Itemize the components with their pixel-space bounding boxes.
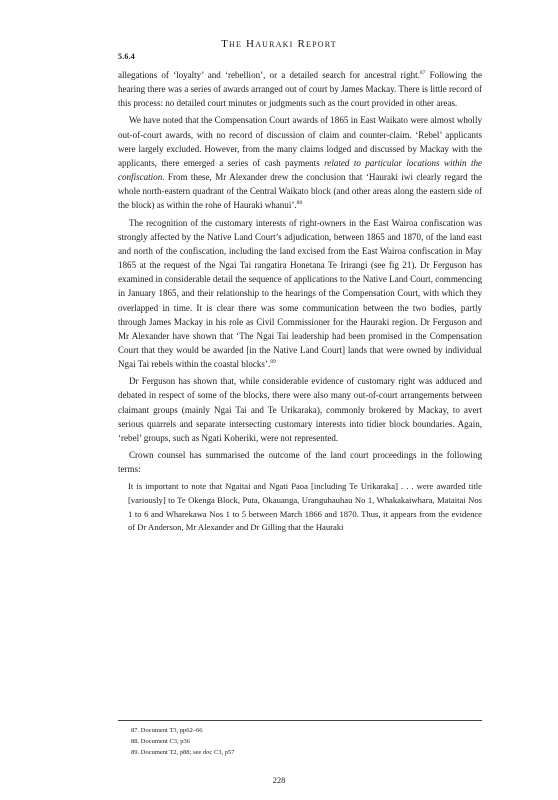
paragraph-1-text: allegations of ‘loyalty’ and ‘rebellion’, or a detailed search for ancestral right.: [118, 70, 420, 80]
footnote-87: 87. Document T3, pp62–66: [131, 727, 203, 734]
paragraph-4: [118, 374, 482, 445]
footnotes: [131, 725, 235, 758]
paragraph-2-text: We have noted that the Compensation Court awards of 1865 in East Waikato were almost wholly out-of-court awards, with no record of discussion of claim and counter-claim. ‘Rebel’ applicants were largely excluded. However, from the many claims lodged and discussed by Mackay with the applicants, there emerged a series of cash payments: [118, 115, 482, 168]
paragraph-2: [118, 113, 482, 212]
running-head: The Hauraki Report: [221, 38, 337, 50]
paragraph-1-text-cont: Following the hearing there was a series of awards arranged out of court by James Mackay. There is little record of this process: no detailed court minutes or judgments such as the court provided in other areas.: [118, 70, 482, 109]
footnote-89: 89. Document T2, p88; see doc C3, p57: [131, 749, 235, 756]
paragraph-3: [118, 216, 482, 372]
paragraph-2-text-cont: . From these, Mr Alexander drew the conclusion that ‘Hauraki iwi clearly regard the whole north-eastern quadrant of the Central Waikato block (and other areas along the eastern side of the block) as within the rohe of Hauraki whanui’.: [118, 172, 482, 211]
section-number: 5.6.4: [118, 52, 135, 61]
block-quote: It is important to note that Ngaitai and Ngati Paoa [including Te Urikaraka] . . . were awarded title [variously] to Te Okenga Block, Puta, Okauanga, Uranguhauhau No 1, Whakakaiwhara, Mataitai Nos 1 to 6 and Wharekawa Nos 1 to 5 between March 1866 and 1870. Thus, it appears from the evidence of Dr Anderson, Mr Alexander and Dr Gilling that the Hauraki: [128, 481, 482, 533]
footnote-88: 88. Document C3, p36: [131, 738, 191, 745]
page-number: 228: [272, 775, 286, 785]
paragraph-1: [118, 68, 482, 110]
paragraph-5: [118, 448, 482, 476]
paragraph-2-emphasis: related to particular locations within the confiscation: [118, 157, 482, 183]
paragraph-4-text: Dr Ferguson has shown that, while considerable evidence of customary right was adduced and debated in respect of some of the blocks, there were also many out-of-court arrangements between claimant groups (mainly Ngai Tai and Te Urikaraka), commonly brokered by Mackay, to avert serious quarrels and separate intersecting customary interests into tidier block boundaries. Again, ‘rebel’ groups, such as Ngati Koheriki, were not represented.: [118, 376, 482, 443]
footnote-ref-87: 87: [419, 70, 426, 76]
paragraph-3-text: The recognition of the customary interests of right-owners in the East Wairoa confiscation was strongly affected by the Native Land Court’s adjudication, between 1865 and 1870, of the land east and north of the confiscation, including the land excised from the East Wairoa confiscation in May 1865 at the request of the Ngai Tai rangatira Honetana Te Irirangi (see fig 21). Dr Ferguson has examined in considerable detail the sequence of applications to the Native Land Court, commencing in January 1865, and their relationship to the hearings of the Compensation Court, with which they overlapped in time. It is clear there was some communication between the two bodies, partly through James Mackay in his role as Civil Commissioner for the Hauraki region. Dr Ferguson and Mr Alexander have shown that ‘The Ngai Tai leadership had been promised in the Compensation Court that they would be awarded [in the Native Land Court] lands that were owned by individual Ngai Tai rebels within the coastal blocks’.: [118, 217, 482, 370]
footnote-ref-89: 89: [270, 359, 276, 366]
footnote-rule: [118, 720, 482, 721]
footnote-ref-88: 88: [296, 200, 303, 207]
body-text: [118, 68, 482, 535]
paragraph-5-text: Crown counsel has summarised the outcome of the land court proceedings in the following terms:: [118, 450, 482, 475]
